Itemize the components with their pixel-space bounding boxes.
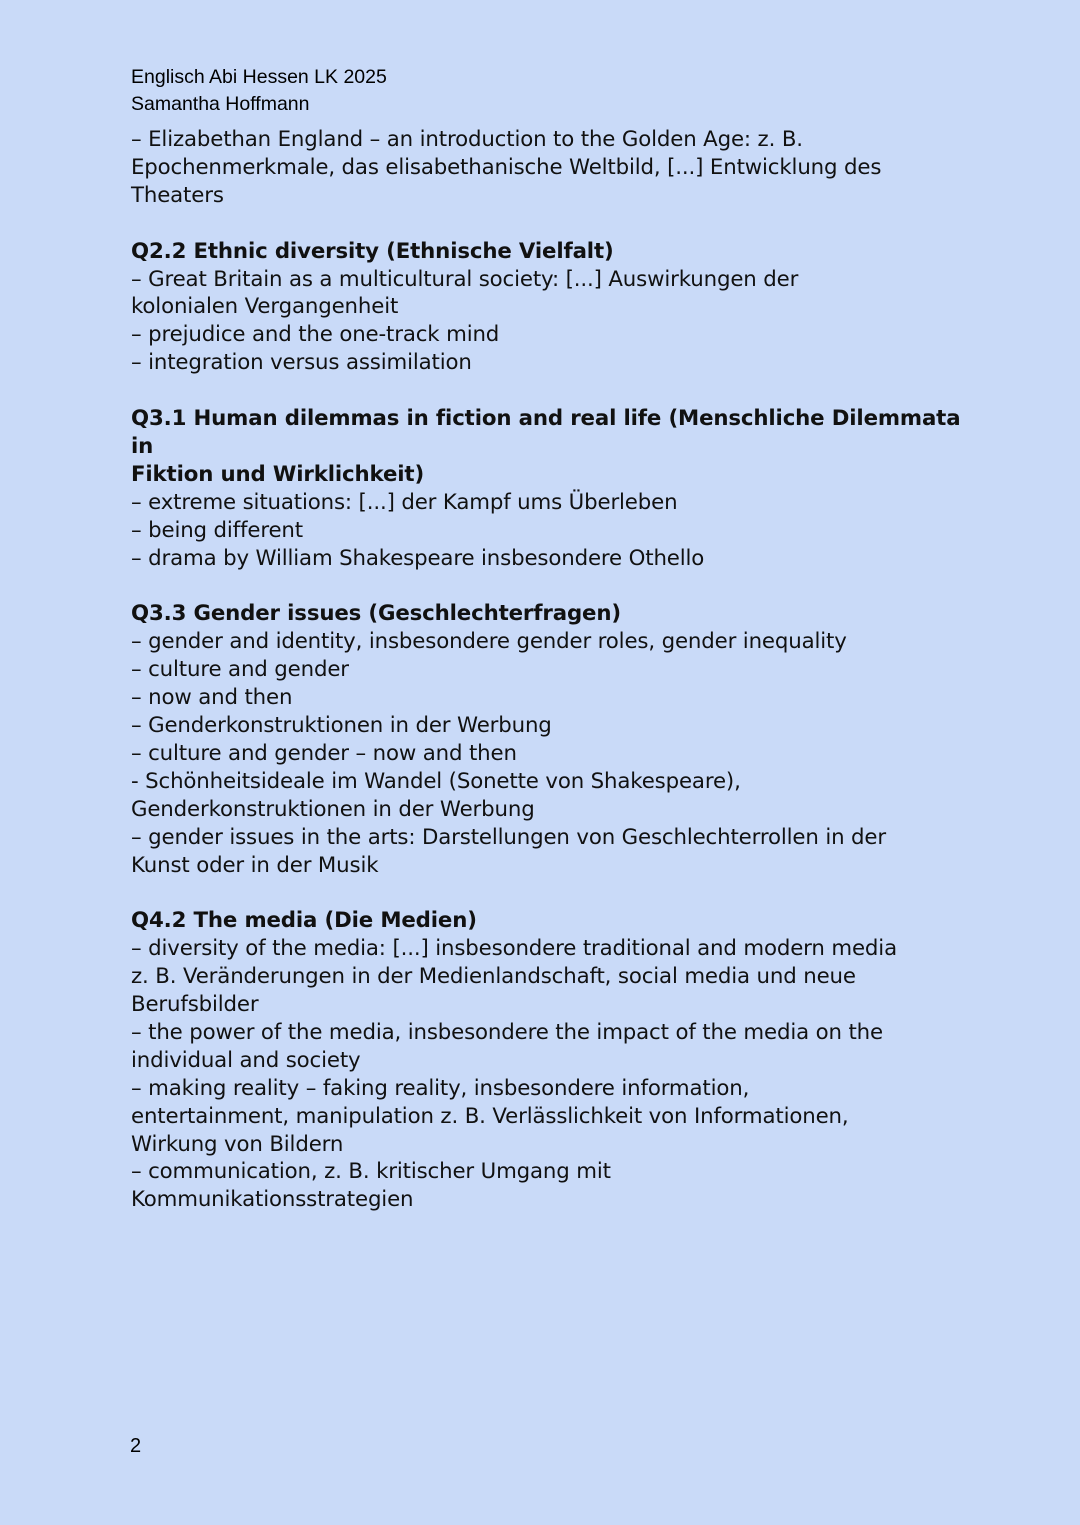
text-line: – gender and identity, insbesondere gender roles, gender inequality [131, 629, 847, 655]
text-line: – prejudice and the one-track mind [131, 322, 500, 348]
text-line: – Genderkonstruktionen in der Werbung [131, 712, 552, 738]
section-q2-2 [131, 238, 961, 378]
intro-section [131, 126, 961, 210]
document-body [131, 126, 961, 1242]
text-line: Theaters [131, 182, 224, 208]
text-line: individual and society [131, 1047, 361, 1073]
text-line: – drama by William Shakespeare insbesondere Othello [131, 545, 705, 571]
text-line: - Schönheitsideale im Wandel (Sonette von Shakespeare), [131, 768, 741, 794]
page-number: 2 [130, 1435, 142, 1457]
page-header [131, 64, 387, 118]
text-line: Berufsbilder [131, 992, 259, 1018]
section-heading: Q3.1 Human dilemmas in fiction and real life (Menschliche Dilemmata in [131, 406, 961, 459]
section-q4-2 [131, 907, 961, 1214]
section-heading: Q4.2 The media (Die Medien) [131, 908, 477, 934]
text-line: entertainment, manipulation z. B. Verlässlichkeit von Informationen, [131, 1103, 849, 1129]
text-line: – diversity of the media: [...] insbesondere traditional and modern media [131, 936, 897, 962]
text-line: kolonialen Vergangenheit [131, 294, 399, 320]
text-line: – Great Britain as a multicultural society: [...] Auswirkungen der [131, 266, 799, 292]
text-line: – integration versus assimilation [131, 350, 472, 376]
section-heading: Q2.2 Ethnic diversity (Ethnische Vielfalt) [131, 238, 614, 264]
text-line: – being different [131, 517, 303, 543]
text-line: Kommunikationsstrategien [131, 1187, 414, 1213]
text-line: – culture and gender [131, 657, 349, 683]
text-line: – the power of the media, insbesondere the impact of the media on the [131, 1019, 883, 1045]
text-line: – Elizabethan England – an introduction to the Golden Age: z. B. [131, 127, 803, 152]
header-author: Samantha Hoffmann [131, 93, 310, 115]
text-line: – now and then [131, 685, 293, 711]
section-q3-1 [131, 405, 961, 572]
text-line: – making reality – faking reality, insbesondere information, [131, 1075, 750, 1101]
text-line: Kunst oder in der Musik [131, 852, 379, 878]
text-line: – communication, z. B. kritischer Umgang mit [131, 1159, 611, 1185]
text-line: – culture and gender – now and then [131, 740, 517, 766]
section-q3-3 [131, 600, 961, 879]
text-line: Genderkonstruktionen in der Werbung [131, 796, 535, 822]
text-line: – extreme situations: [...] der Kampf ums Überleben [131, 489, 678, 515]
text-line: Epochenmerkmale, das elisabethanische Weltbild, [...] Entwicklung des [131, 154, 882, 180]
text-line: – gender issues in the arts: Darstellungen von Geschlechterrollen in der [131, 824, 886, 850]
text-line: Wirkung von Bildern [131, 1131, 344, 1157]
section-heading: Fiktion und Wirklichkeit) [131, 461, 425, 487]
section-heading: Q3.3 Gender issues (Geschlechterfragen) [131, 601, 621, 627]
text-line: z. B. Veränderungen in der Medienlandschaft, social media und neue [131, 964, 856, 990]
header-course-title: Englisch Abi Hessen LK 2025 [131, 66, 387, 88]
